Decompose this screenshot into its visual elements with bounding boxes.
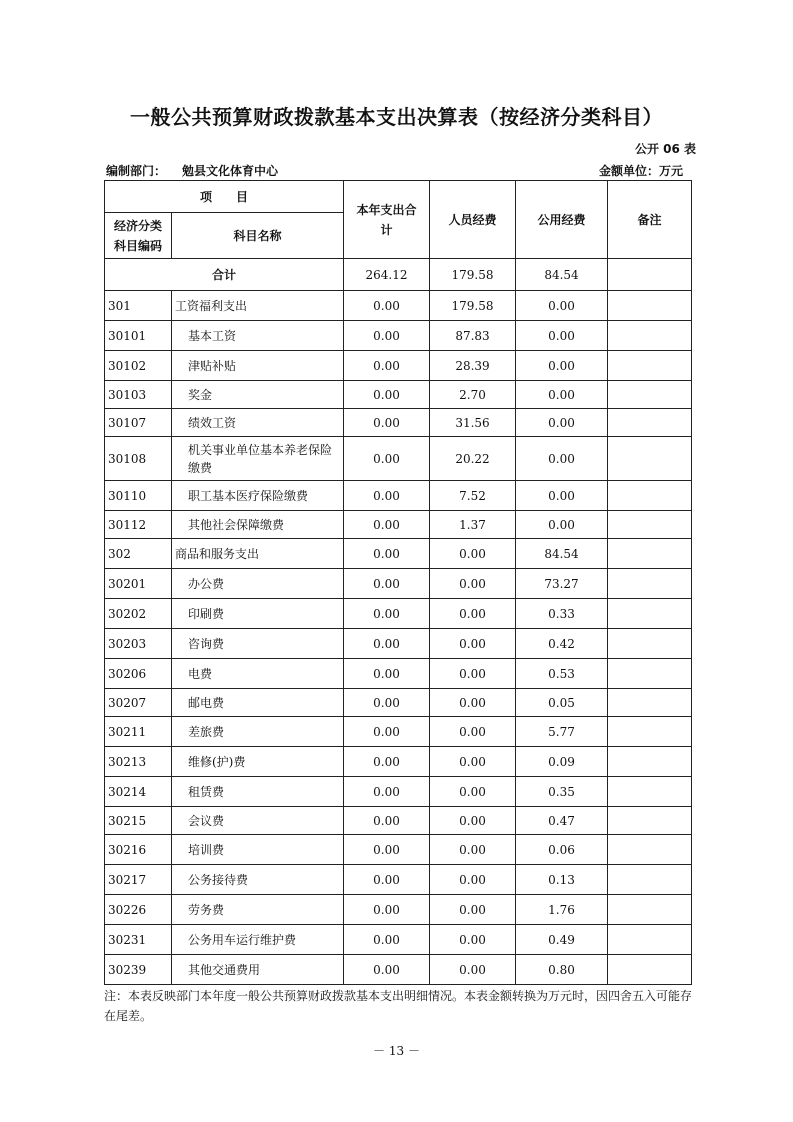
row-remark bbox=[608, 835, 692, 865]
row-personnel: 87.83 bbox=[430, 321, 516, 351]
row-total: 0.00 bbox=[344, 481, 430, 511]
row-public: 0.53 bbox=[516, 659, 608, 689]
row-code: 30107 bbox=[105, 409, 172, 437]
row-personnel: 0.00 bbox=[430, 599, 516, 629]
row-name: 绩效工资 bbox=[172, 409, 344, 437]
expenditure-table bbox=[104, 180, 692, 985]
row-public: 84.54 bbox=[516, 539, 608, 569]
row-code: 30216 bbox=[105, 835, 172, 865]
department-line bbox=[106, 162, 278, 179]
table-row bbox=[105, 351, 692, 381]
row-total: 0.00 bbox=[344, 835, 430, 865]
department-name: 勉县文化体育中心 bbox=[182, 164, 279, 178]
row-remark bbox=[608, 351, 692, 381]
row-code: 30215 bbox=[105, 807, 172, 835]
row-remark bbox=[608, 895, 692, 925]
row-total: 0.00 bbox=[344, 511, 430, 539]
table-row bbox=[105, 481, 692, 511]
row-public: 0.00 bbox=[516, 291, 608, 321]
header-personnel: 人员经费 bbox=[430, 181, 516, 259]
row-total: 0.00 bbox=[344, 599, 430, 629]
row-remark bbox=[608, 437, 692, 481]
row-name: 其他社会保障缴费 bbox=[172, 511, 344, 539]
header-name: 科目名称 bbox=[172, 213, 344, 259]
table-row bbox=[105, 291, 692, 321]
total-row bbox=[105, 259, 692, 291]
row-public: 0.49 bbox=[516, 925, 608, 955]
row-code: 30110 bbox=[105, 481, 172, 511]
row-total: 0.00 bbox=[344, 539, 430, 569]
row-code: 30108 bbox=[105, 437, 172, 481]
table-row bbox=[105, 747, 692, 777]
row-personnel: 31.56 bbox=[430, 409, 516, 437]
row-name: 公务用车运行维护费 bbox=[172, 925, 344, 955]
table-row bbox=[105, 629, 692, 659]
row-name: 商品和服务支出 bbox=[172, 539, 344, 569]
row-public: 0.00 bbox=[516, 409, 608, 437]
table-note: 注：本表反映部门本年度一般公共预算财政拨款基本支出明细情况。本表金额转换为万元时，因四舍五入可能存在尾差。 bbox=[104, 989, 693, 1023]
row-total: 0.00 bbox=[344, 807, 430, 835]
row-personnel: 0.00 bbox=[430, 777, 516, 807]
row-name: 电费 bbox=[172, 659, 344, 689]
row-public: 5.77 bbox=[516, 717, 608, 747]
table-row bbox=[105, 895, 692, 925]
row-name: 工资福利支出 bbox=[172, 291, 344, 321]
table-row bbox=[105, 381, 692, 409]
total-remark bbox=[608, 259, 692, 291]
department-label: 编制部门： bbox=[106, 164, 167, 178]
row-personnel: 0.00 bbox=[430, 689, 516, 717]
row-remark bbox=[608, 807, 692, 835]
table-row bbox=[105, 717, 692, 747]
row-code: 30231 bbox=[105, 925, 172, 955]
header-item: 项 目 bbox=[105, 181, 344, 213]
row-personnel: 2.70 bbox=[430, 381, 516, 409]
row-total: 0.00 bbox=[344, 717, 430, 747]
amount-unit: 金额单位：万元 bbox=[598, 164, 683, 178]
row-personnel: 0.00 bbox=[430, 717, 516, 747]
row-total: 0.00 bbox=[344, 747, 430, 777]
row-total: 0.00 bbox=[344, 865, 430, 895]
total-public: 84.54 bbox=[516, 259, 608, 291]
row-public: 0.35 bbox=[516, 777, 608, 807]
row-remark bbox=[608, 481, 692, 511]
row-total: 0.00 bbox=[344, 409, 430, 437]
row-personnel: 0.00 bbox=[430, 807, 516, 835]
row-public: 0.42 bbox=[516, 629, 608, 659]
header-remark: 备注 bbox=[608, 181, 692, 259]
row-name: 基本工资 bbox=[172, 321, 344, 351]
total-total: 264.12 bbox=[344, 259, 430, 291]
row-total: 0.00 bbox=[344, 777, 430, 807]
row-personnel: 0.00 bbox=[430, 629, 516, 659]
row-code: 30201 bbox=[105, 569, 172, 599]
row-public: 1.76 bbox=[516, 895, 608, 925]
form-code: 公开 06 表 bbox=[634, 142, 696, 156]
page-number: － 13 － bbox=[373, 1044, 420, 1058]
row-total: 0.00 bbox=[344, 955, 430, 985]
row-code: 30102 bbox=[105, 351, 172, 381]
row-remark bbox=[608, 659, 692, 689]
row-total: 0.00 bbox=[344, 321, 430, 351]
table-row bbox=[105, 409, 692, 437]
row-remark bbox=[608, 865, 692, 895]
row-personnel: 28.39 bbox=[430, 351, 516, 381]
row-personnel: 0.00 bbox=[430, 955, 516, 985]
row-code: 30211 bbox=[105, 717, 172, 747]
row-personnel: 0.00 bbox=[430, 659, 516, 689]
row-public: 0.09 bbox=[516, 747, 608, 777]
row-public: 0.05 bbox=[516, 689, 608, 717]
row-personnel: 0.00 bbox=[430, 569, 516, 599]
row-code: 30206 bbox=[105, 659, 172, 689]
table-row bbox=[105, 539, 692, 569]
row-total: 0.00 bbox=[344, 351, 430, 381]
row-personnel: 0.00 bbox=[430, 539, 516, 569]
row-remark bbox=[608, 777, 692, 807]
row-public: 0.80 bbox=[516, 955, 608, 985]
row-personnel: 0.00 bbox=[430, 835, 516, 865]
table-row bbox=[105, 925, 692, 955]
row-remark bbox=[608, 409, 692, 437]
row-remark bbox=[608, 925, 692, 955]
table-row bbox=[105, 955, 692, 985]
total-personnel: 179.58 bbox=[430, 259, 516, 291]
table-row bbox=[105, 777, 692, 807]
row-code: 30103 bbox=[105, 381, 172, 409]
row-personnel: 0.00 bbox=[430, 747, 516, 777]
row-remark bbox=[608, 381, 692, 409]
row-remark bbox=[608, 747, 692, 777]
header-public: 公用经费 bbox=[516, 181, 608, 259]
row-code: 30202 bbox=[105, 599, 172, 629]
row-public: 0.00 bbox=[516, 381, 608, 409]
table-row bbox=[105, 569, 692, 599]
row-code: 30217 bbox=[105, 865, 172, 895]
row-personnel: 7.52 bbox=[430, 481, 516, 511]
table-row bbox=[105, 835, 692, 865]
row-name: 劳务费 bbox=[172, 895, 344, 925]
row-code: 302 bbox=[105, 539, 172, 569]
row-code: 30112 bbox=[105, 511, 172, 539]
row-code: 30239 bbox=[105, 955, 172, 985]
row-name: 奖金 bbox=[172, 381, 344, 409]
row-remark bbox=[608, 569, 692, 599]
table-row bbox=[105, 807, 692, 835]
header-total: 本年支出合计 bbox=[344, 181, 430, 259]
row-name: 差旅费 bbox=[172, 717, 344, 747]
row-public: 0.13 bbox=[516, 865, 608, 895]
table-row bbox=[105, 599, 692, 629]
row-name: 印刷费 bbox=[172, 599, 344, 629]
row-name: 机关事业单位基本养老保险缴费 bbox=[172, 437, 344, 481]
row-code: 30101 bbox=[105, 321, 172, 351]
table-row bbox=[105, 437, 692, 481]
row-name: 其他交通费用 bbox=[172, 955, 344, 985]
row-public: 0.47 bbox=[516, 807, 608, 835]
table-row bbox=[105, 321, 692, 351]
row-name: 会议费 bbox=[172, 807, 344, 835]
row-personnel: 1.37 bbox=[430, 511, 516, 539]
row-code: 30203 bbox=[105, 629, 172, 659]
row-remark bbox=[608, 291, 692, 321]
header-code: 经济分类科目编码 bbox=[105, 213, 172, 259]
row-public: 0.00 bbox=[516, 437, 608, 481]
row-name: 培训费 bbox=[172, 835, 344, 865]
row-public: 0.00 bbox=[516, 511, 608, 539]
table-row bbox=[105, 659, 692, 689]
row-personnel: 0.00 bbox=[430, 865, 516, 895]
row-personnel: 0.00 bbox=[430, 895, 516, 925]
row-code: 30213 bbox=[105, 747, 172, 777]
row-remark bbox=[608, 321, 692, 351]
row-remark bbox=[608, 629, 692, 659]
table-row bbox=[105, 865, 692, 895]
row-remark bbox=[608, 689, 692, 717]
row-code: 30207 bbox=[105, 689, 172, 717]
total-label: 合计 bbox=[105, 259, 344, 291]
row-name: 租赁费 bbox=[172, 777, 344, 807]
table-row bbox=[105, 511, 692, 539]
row-personnel: 179.58 bbox=[430, 291, 516, 321]
row-name: 公务接待费 bbox=[172, 865, 344, 895]
row-total: 0.00 bbox=[344, 437, 430, 481]
row-name: 职工基本医疗保险缴费 bbox=[172, 481, 344, 511]
row-name: 邮电费 bbox=[172, 689, 344, 717]
row-total: 0.00 bbox=[344, 659, 430, 689]
row-name: 维修(护)费 bbox=[172, 747, 344, 777]
row-total: 0.00 bbox=[344, 689, 430, 717]
row-public: 0.00 bbox=[516, 481, 608, 511]
row-total: 0.00 bbox=[344, 291, 430, 321]
row-public: 0.00 bbox=[516, 351, 608, 381]
row-public: 0.00 bbox=[516, 321, 608, 351]
page-title: 一般公共预算财政拨款基本支出决算表（按经济分类科目） bbox=[130, 105, 663, 129]
row-total: 0.00 bbox=[344, 381, 430, 409]
row-remark bbox=[608, 511, 692, 539]
row-code: 301 bbox=[105, 291, 172, 321]
row-total: 0.00 bbox=[344, 925, 430, 955]
row-remark bbox=[608, 539, 692, 569]
row-personnel: 20.22 bbox=[430, 437, 516, 481]
row-code: 30214 bbox=[105, 777, 172, 807]
row-name: 办公费 bbox=[172, 569, 344, 599]
row-remark bbox=[608, 599, 692, 629]
row-code: 30226 bbox=[105, 895, 172, 925]
row-total: 0.00 bbox=[344, 895, 430, 925]
row-public: 73.27 bbox=[516, 569, 608, 599]
row-total: 0.00 bbox=[344, 569, 430, 599]
row-personnel: 0.00 bbox=[430, 925, 516, 955]
row-public: 0.06 bbox=[516, 835, 608, 865]
table-row bbox=[105, 689, 692, 717]
row-remark bbox=[608, 717, 692, 747]
row-public: 0.33 bbox=[516, 599, 608, 629]
row-remark bbox=[608, 955, 692, 985]
row-name: 咨询费 bbox=[172, 629, 344, 659]
row-name: 津贴补贴 bbox=[172, 351, 344, 381]
row-total: 0.00 bbox=[344, 629, 430, 659]
